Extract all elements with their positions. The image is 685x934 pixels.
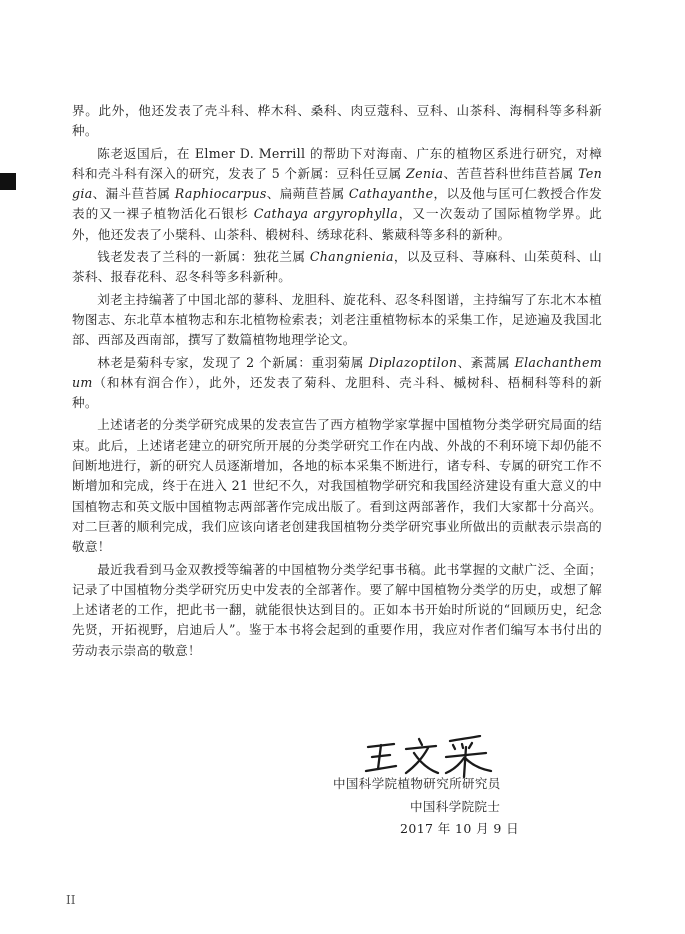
signature-date: 2017 年 10 月 9 日: [400, 821, 520, 836]
paragraph: [72, 560, 602, 661]
paragraph: [72, 353, 602, 414]
handwritten-signature: [364, 735, 494, 779]
text-run: 、漏斗苣苔属: [92, 186, 175, 202]
text-run: 钱老发表了兰科的一新属：独花兰属: [97, 249, 310, 265]
latin-name: Raphiocarpus: [174, 186, 267, 202]
signature-affiliation: 中国科学院植物研究所研究员: [333, 776, 501, 791]
latin-name: Cathaya argyrophylla: [253, 206, 399, 222]
preface-body: [72, 101, 602, 661]
latin-name: Cathayanthe: [348, 186, 434, 202]
paragraph: [72, 290, 602, 351]
paragraph: [72, 247, 602, 288]
signature-title: 中国科学院院士: [410, 799, 501, 814]
text-run: ，以及他与匡可仁教授合作发表的又一裸子植物活化石银杉: [72, 186, 602, 222]
paragraph: [72, 101, 602, 142]
text-run: 、紊蒿属: [457, 354, 515, 370]
text-run: 界。此外，他还发表了壳斗科、桦木科、桑科、肉豆蔻科、豆科、山茶科、海桐科等多科新种。: [72, 103, 602, 139]
text-run: 刘老主持编著了中国北部的蓼科、龙胆科、旋花科、忍冬科图谱，主持编写了东北木本植物图志、东北草本植物志和东北植物检索表；刘老注重植物标本的采集工作，足迹遍及我国北部、西部及西南部，撰写了数篇植物地理学论文。: [72, 291, 602, 348]
text-run: 、苦苣苔科世纬苣苔属: [443, 165, 579, 181]
latin-name: Changnienia: [309, 249, 394, 265]
thumb-index-tab: [0, 173, 16, 190]
text-run: 林老是菊科专家，发现了 2 个新属：重羽菊属: [97, 354, 369, 370]
latin-name: Diplazoptilon: [368, 354, 458, 370]
text-run: （和林有润合作），此外，还发表了菊科、龙胆科、壳斗科、槭树科、梧桐科等科的新种。: [72, 374, 602, 411]
latin-name: Elachanthemum: [72, 354, 602, 390]
page-number: II: [66, 893, 76, 907]
text-run: 最近我看到马金双教授等编著的中国植物分类学纪事书稿。此书掌握的文献广泛、全面；记录了中国植物分类学研究历史中发表的全部著作。要了解中国植物分类学的历史，或想了解上述诸老的工作，把此书一翻，就能很快达到目的。正如本书开始时所说的“回顾历史，纪念先贤，开拓视野，启迪后人”。鉴于本书将会起到的重要作用，我应对作者们编写本书付出的劳动表示崇高的敬意！: [72, 561, 602, 658]
text-run: 陈老返国后，在 Elmer D. Merrill 的帮助下对海南、广东的植物区系进行研究，对樟科和壳斗科有深入的研究，发表了 5 个新属：豆科任豆属: [72, 145, 602, 181]
paragraph: [72, 415, 602, 557]
text-run: ，以及豆科、荨麻科、山茱萸科、山茶科、报春花科、忍冬科等多科新种。: [72, 249, 602, 285]
latin-name: Zenia: [406, 165, 444, 181]
text-run: ，又一次轰动了国际植物学界。此外，他还发表了小檗科、山茶科、椴树科、绣球花科、紫葳科等多科的新种。: [72, 206, 603, 242]
text-run: 上述诸老的分类学研究成果的发表宣告了西方植物学家掌握中国植物分类学研究局面的结束。此后，上述诸老建立的研究所开展的分类学研究工作在内战、外战的不利环境下却仍能不间断地进行，新的研究人员逐渐增加，各地的标本采集不断进行，诸专科、专属的研究工作不断增加和完成，终于在进入 21 世纪不久，对我国植物学研究和我国经济建设有重大意义的中国植物志和英文版中国植物志两部著作完成出版了。看到这两部著作，我们大家都十分高兴。对二巨著的顺利完成，我们应该向诸老创建我国植物分类学研究事业所做出的贡献表示崇高的敬意！: [72, 417, 602, 555]
signature-block: [330, 735, 530, 836]
text-run: 、扁蒴苣苔属: [266, 186, 349, 202]
latin-name: Tengia: [72, 165, 602, 202]
paragraph: [72, 144, 602, 245]
